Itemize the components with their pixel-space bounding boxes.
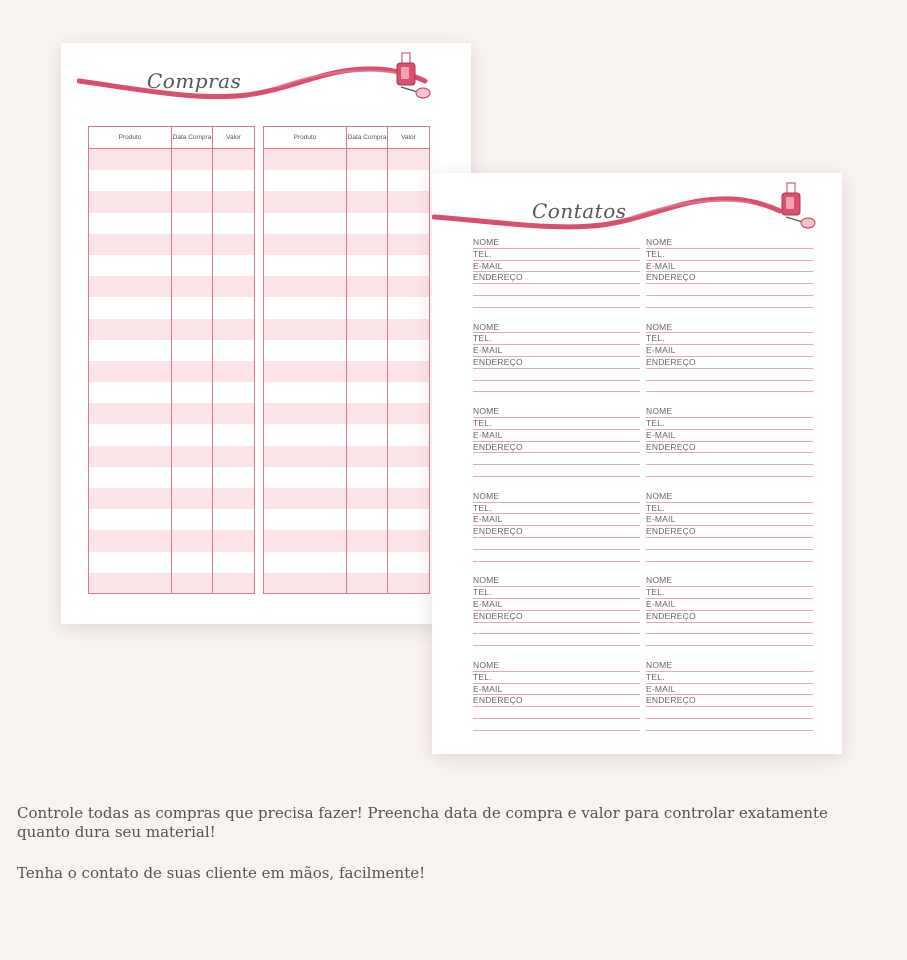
header-valor: Valor: [212, 127, 254, 148]
contact-field-1[interactable]: TEL.: [646, 249, 813, 261]
contact-field-3[interactable]: ENDEREÇO: [646, 357, 813, 369]
contact-blank-line[interactable]: [473, 284, 640, 296]
contact-field-2[interactable]: E-MAIL: [646, 684, 813, 696]
contact-field-0[interactable]: NOME: [646, 491, 813, 503]
table-body: [264, 149, 429, 594]
table-header: [89, 127, 254, 149]
contact-field-0[interactable]: NOME: [473, 575, 640, 587]
contact-field-2[interactable]: E-MAIL: [473, 599, 640, 611]
contact-blank-line[interactable]: [646, 707, 813, 719]
contact-field-3[interactable]: ENDEREÇO: [473, 272, 640, 284]
contact-blank-line[interactable]: [646, 634, 813, 646]
contact-card: [473, 406, 640, 477]
contact-card: [473, 237, 640, 308]
contact-blank-line[interactable]: [473, 453, 640, 465]
header-data-compra: Data Compra: [346, 127, 387, 148]
contact-field-1[interactable]: TEL.: [473, 503, 640, 515]
compras-table-right: [263, 126, 430, 594]
contact-blank-line[interactable]: [646, 623, 813, 635]
contact-field-3[interactable]: ENDEREÇO: [646, 611, 813, 623]
contact-blank-line[interactable]: [473, 550, 640, 562]
contact-field-1[interactable]: TEL.: [646, 333, 813, 345]
contact-blank-line[interactable]: [473, 623, 640, 635]
compras-sheet: [61, 43, 471, 624]
contact-blank-line[interactable]: [646, 369, 813, 381]
contact-card: [646, 237, 813, 308]
contact-field-0[interactable]: NOME: [646, 575, 813, 587]
contact-blank-line[interactable]: [473, 719, 640, 731]
contact-blank-line[interactable]: [473, 634, 640, 646]
contact-field-2[interactable]: E-MAIL: [646, 261, 813, 273]
contact-field-0[interactable]: NOME: [473, 237, 640, 249]
contact-field-2[interactable]: E-MAIL: [646, 430, 813, 442]
contact-field-1[interactable]: TEL.: [473, 587, 640, 599]
contact-field-3[interactable]: ENDEREÇO: [646, 526, 813, 538]
header-valor: Valor: [387, 127, 429, 148]
contact-field-0[interactable]: NOME: [646, 322, 813, 334]
header-produto: Produto: [118, 133, 142, 141]
contact-field-2[interactable]: E-MAIL: [473, 261, 640, 273]
contact-blank-line[interactable]: [646, 465, 813, 477]
contact-field-0[interactable]: NOME: [473, 491, 640, 503]
contact-field-1[interactable]: TEL.: [646, 672, 813, 684]
contact-blank-line[interactable]: [646, 453, 813, 465]
contact-field-2[interactable]: E-MAIL: [473, 684, 640, 696]
table-header: [264, 127, 429, 149]
contact-field-1[interactable]: TEL.: [473, 418, 640, 430]
contact-card: [646, 575, 813, 646]
contact-field-3[interactable]: ENDEREÇO: [473, 526, 640, 538]
contact-field-2[interactable]: E-MAIL: [473, 345, 640, 357]
contact-field-1[interactable]: TEL.: [473, 672, 640, 684]
nail-polish-icon: [776, 181, 818, 233]
contact-field-1[interactable]: TEL.: [473, 249, 640, 261]
contact-field-2[interactable]: E-MAIL: [646, 514, 813, 526]
contact-blank-line[interactable]: [473, 707, 640, 719]
table-body: [89, 149, 254, 594]
header-data-compra: Data Compra: [171, 127, 212, 148]
contact-card: [473, 660, 640, 731]
contact-blank-line[interactable]: [646, 381, 813, 393]
contact-field-0[interactable]: NOME: [646, 237, 813, 249]
contact-field-3[interactable]: ENDEREÇO: [646, 695, 813, 707]
contact-field-2[interactable]: E-MAIL: [646, 599, 813, 611]
contact-blank-line[interactable]: [646, 538, 813, 550]
contatos-title: Contatos: [532, 199, 627, 223]
contact-field-3[interactable]: ENDEREÇO: [473, 442, 640, 454]
contact-blank-line[interactable]: [646, 550, 813, 562]
contact-field-1[interactable]: TEL.: [646, 503, 813, 515]
contact-blank-line[interactable]: [646, 284, 813, 296]
contact-field-1[interactable]: TEL.: [646, 418, 813, 430]
brush-stroke-decoration: [77, 61, 437, 107]
contact-field-2[interactable]: E-MAIL: [473, 514, 640, 526]
contact-field-3[interactable]: ENDEREÇO: [646, 272, 813, 284]
caption-contatos: Tenha o contato de suas cliente em mãos, facilmente!: [17, 864, 426, 882]
contact-blank-line[interactable]: [473, 296, 640, 308]
contact-card: [473, 575, 640, 646]
nail-polish-icon: [391, 51, 433, 103]
contact-field-3[interactable]: ENDEREÇO: [473, 695, 640, 707]
header-produto: Produto: [293, 133, 317, 141]
contact-field-2[interactable]: E-MAIL: [646, 345, 813, 357]
contact-card: [646, 660, 813, 731]
contact-field-1[interactable]: TEL.: [473, 333, 640, 345]
contact-field-0[interactable]: NOME: [473, 406, 640, 418]
contact-field-3[interactable]: ENDEREÇO: [473, 611, 640, 623]
contact-field-1[interactable]: TEL.: [646, 587, 813, 599]
contact-blank-line[interactable]: [473, 465, 640, 477]
contact-blank-line[interactable]: [473, 369, 640, 381]
contact-card: [646, 406, 813, 477]
contact-blank-line[interactable]: [646, 719, 813, 731]
contact-field-3[interactable]: ENDEREÇO: [646, 442, 813, 454]
contact-field-0[interactable]: NOME: [473, 322, 640, 334]
contact-card: [473, 322, 640, 393]
contact-field-2[interactable]: E-MAIL: [473, 430, 640, 442]
contact-field-0[interactable]: NOME: [473, 660, 640, 672]
compras-table-left: [88, 126, 255, 594]
contatos-sheet: [432, 173, 842, 754]
contact-blank-line[interactable]: [473, 538, 640, 550]
compras-title: Compras: [147, 69, 242, 93]
contact-card: [646, 322, 813, 393]
contact-blank-line[interactable]: [646, 296, 813, 308]
contact-card: [646, 491, 813, 562]
contact-field-0[interactable]: NOME: [646, 660, 813, 672]
caption-compras: Controle todas as compras que precisa fazer! Preencha data de compra e valor para controlar exatamente quanto dura seu material!: [17, 804, 828, 841]
contact-card: [473, 491, 640, 562]
contact-field-0[interactable]: NOME: [646, 406, 813, 418]
contact-field-3[interactable]: ENDEREÇO: [473, 357, 640, 369]
contact-blank-line[interactable]: [473, 381, 640, 393]
